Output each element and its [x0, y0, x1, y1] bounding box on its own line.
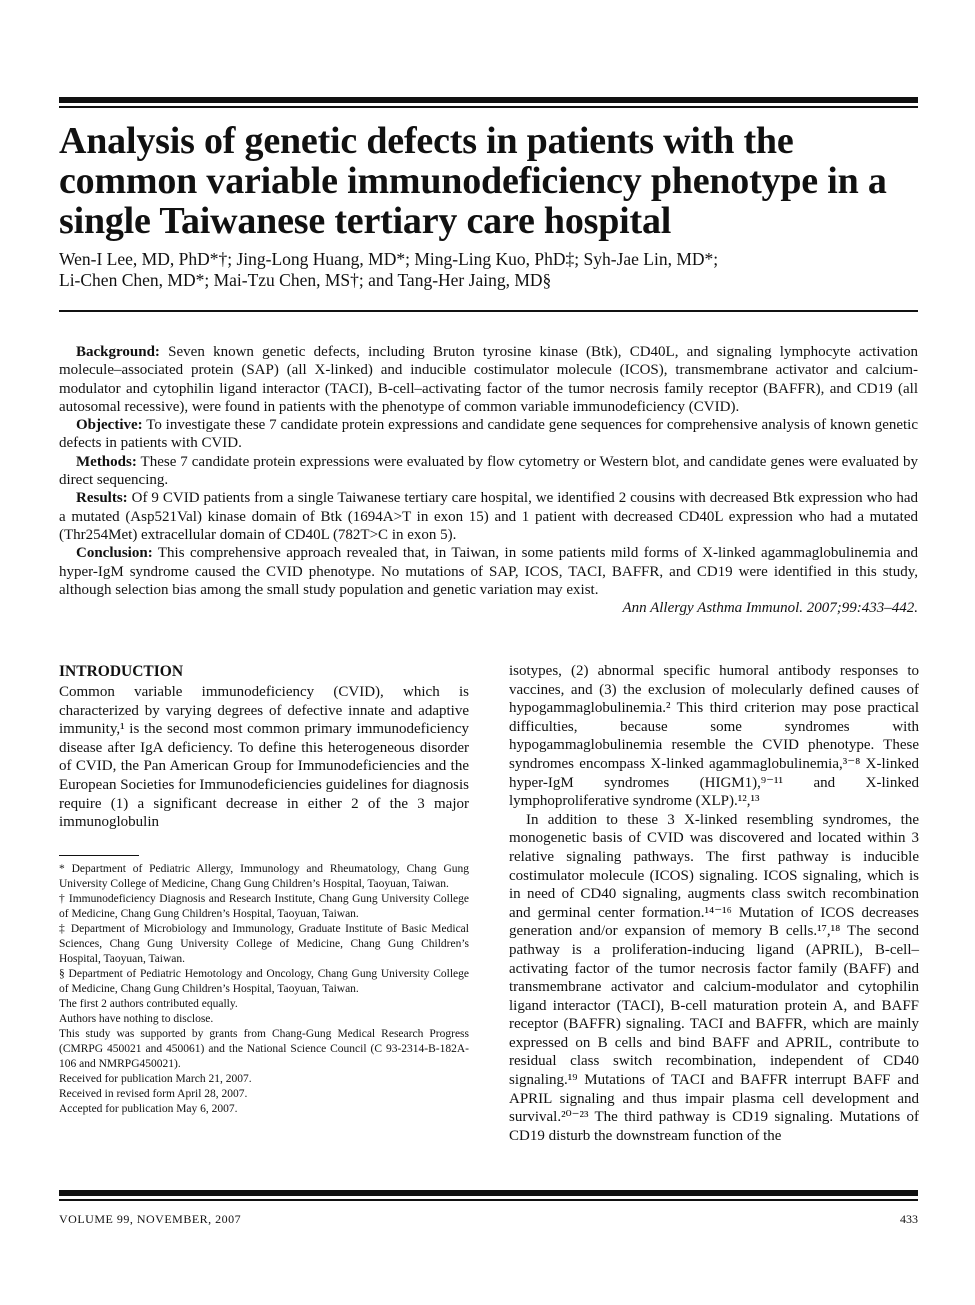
footnote: ‡ Department of Microbiology and Immunology, Graduate Institute of Basic Medical Sciences, Chang Gung University College of Medicine, Chang Gung Children’s Hospital, Taoyuan, Taiwan.: [59, 923, 469, 965]
results-label: Results:: [76, 490, 128, 507]
introduction-heading: INTRODUCTION: [59, 663, 184, 680]
top-rule-thin: [59, 106, 918, 108]
abstract-methods: [59, 453, 918, 490]
body-paragraph: isotypes, (2) abnormal specific humoral antibody responses to vaccines, and (3) the exclusion of molecularly defined causes of hypogammaglobulinemia.² This third criterion may pose practical difficulties, because some syndromes with hypogammaglobulinemia resemble the CVID phenotype. These syndromes encompass X-linked agammaglobulinemia,³⁻⁸ X-linked hyper-IgM syndromes (HIGM1),⁹⁻¹¹ and X-linked lymphoproliferative syndrome (XLP).¹²,¹³: [509, 663, 919, 810]
objective-text: To investigate these 7 candidate protein expressions and candidate gene sequences for comprehensive analysis of known genetic defects in patients with CVID.: [59, 417, 918, 452]
abstract-background: [59, 343, 918, 416]
abstract-conclusion: [59, 544, 918, 599]
conclusion-text: This comprehensive approach revealed that, in Taiwan, in some patients mild forms of X-linked agammaglobulinemia and hyper-IgM syndrome caused the CVID phenotype. No mutations of SAP, ICOS, TACI, BAFFR, and CD19 were identified in this study, although selection bias among the small study population and genetic variation may exist.: [59, 545, 919, 598]
footnote: Received for publication March 21, 2007.: [59, 1073, 252, 1085]
abstract-results: [59, 489, 918, 544]
right-column: [509, 662, 919, 1145]
top-rule-thick: [59, 97, 918, 103]
body-paragraph: In addition to these 3 X-linked resembling syndromes, the monogenetic basis of CVID was discovered and located within 3 relative signaling pathways. The first pathway is inducible costimulator molecule (ICOS) signaling. ICOS signaling, which is in need of CD40 signaling, augments class switch recombination and germinal center formation.¹⁴⁻¹⁶ Mutation of ICOS decreases generation and/or expansion of memory B cells.¹⁷,¹⁸ The second pathway is a proliferation-inducing ligand (APRIL), B-cell–activating factor of the tumor necrosis factor family (BAFF) and transmembrane activator and calcium-modulator and cytophilin ligand interactor (TACI), B-cell maturation protein A, and BAFF receptor (BAFFR) signaling. TACI and BAFFR, which are mainly expressed on B cells and bind BAFF and APRIL, contribute to residual class switch recombination, independent of CD40 signaling.¹⁹ Mutations of TACI and BAFFR interrupt BAFF and APRIL signaling and thus impair plasma cell development and survival.²⁰⁻²³ The third pathway is CD19 signaling. Mutations of CD19 disturb the downstream function of the: [509, 811, 919, 1144]
left-column: [59, 662, 469, 832]
footnote: The first 2 authors contributed equally.: [59, 998, 238, 1010]
footnote: Authors have nothing to disclose.: [59, 1013, 214, 1025]
bottom-rule-thick: [59, 1190, 918, 1196]
page-number: 433: [900, 1212, 918, 1226]
abstract-objective: [59, 416, 918, 453]
conclusion-label: Conclusion:: [76, 545, 153, 562]
footnote: This study was supported by grants from Chang-Gung Medical Research Progress (CMRPG 450021 and 450061) and the National Science Council (C 93-2314-B-182A-106 and NMRPG450021).: [59, 1028, 469, 1070]
footnote: * Department of Pediatric Allergy, Immunology and Rheumatology, Chang Gung University College of Medicine, Chang Gung Children’s Hospital, Taoyuan, Taiwan.: [59, 863, 469, 890]
footnote: Received in revised form April 28, 2007.: [59, 1088, 248, 1100]
body-paragraph: Common variable immunodeficiency (CVID), which is characterized by varying degrees of defective innate and adaptive immunity,¹ is the second most common primary immunodeficiency disease after IgA deficiency. To define this heterogeneous disorder of CVID, the Pan American Group for Immunodeficiencies and the European Societies for Immunodeficiencies guidelines for diagnosis require (1) a significant decrease in either 2 of the 3 major immunoglobulin: [59, 684, 469, 831]
article-title: Analysis of genetic defects in patients with the common variable immunodeficiency phenotype in a single Taiwanese tertiary care hospital: [59, 120, 887, 242]
methods-label: Methods:: [76, 453, 137, 470]
footnote: † Immunodeficiency Diagnosis and Research Institute, Chang Gung University College of Medicine, Chang Gung Children’s Hospital, Taoyuan, Taiwan.: [59, 893, 469, 920]
footnote-rule: [59, 855, 139, 856]
volume-info: VOLUME 99, NOVEMBER, 2007: [59, 1212, 242, 1226]
methods-text: These 7 candidate protein expressions were evaluated by flow cytometry or Western blot, and candidate genes were evaluated by direct sequencing.: [59, 453, 918, 489]
authors-line-1: Wen-I Lee, MD, PhD*†; Jing-Long Huang, MD*; Ming-Ling Kuo, PhD‡; Syh-Jae Lin, MD*;: [59, 249, 719, 269]
authors-line-2: Li-Chen Chen, MD*; Mai-Tzu Chen, MS†; and Tang-Her Jaing, MD§: [59, 270, 552, 290]
journal-citation: Ann Allergy Asthma Immunol. 2007;99:433–442.: [622, 600, 918, 617]
author-list: [59, 249, 919, 291]
bottom-rule-thin: [59, 1199, 918, 1201]
background-text: Seven known genetic defects, including Bruton tyrosine kinase (Btk), CD40L, and signaling lymphocyte activation molecule–associated protein (SAP) (all X-linked) and inducible costimulator molecule (ICOS), transmembrane activator and calcium-modulator and cytophilin ligand interactor (TACI), B-cell–activating factor of the tumor necrosis family receptor (BAFFR), and CD19 (all autosomal recessive), were found in patients with the phenotype of common variable immunodeficiency (CVID).: [59, 344, 919, 415]
abstract: [59, 343, 918, 617]
footnote: § Department of Pediatric Hemotology and Oncology, Chang Gung University College of Medicine, Chang Gung Children’s Hospital, Taoyuan, Taiwan.: [59, 968, 469, 995]
background-label: Background:: [76, 344, 160, 360]
authors-rule: [59, 310, 918, 312]
footnotes: [59, 862, 469, 1117]
footnote: Accepted for publication May 6, 2007.: [59, 1103, 238, 1115]
results-text: Of 9 CVID patients from a single Taiwanese tertiary care hospital, we identified 2 cousins with decreased Btk expression who had a mutated (Asp521Val) kinase domain of Btk (1694A>T in exon 15) and 1 patient with decreased CD40L expression who had a mutated (Thr254Met) extracellular domain of CD40L (782T>C in exon 5).: [59, 490, 918, 543]
objective-label: Objective:: [76, 417, 143, 434]
